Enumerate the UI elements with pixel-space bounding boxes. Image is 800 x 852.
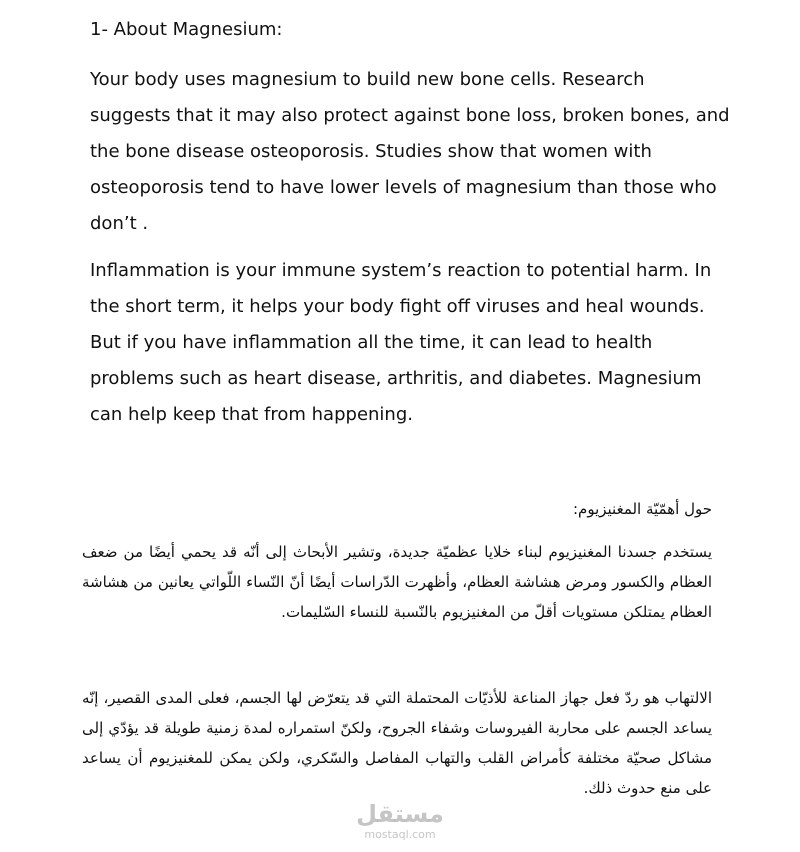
watermark-domain: mostaql.com <box>364 828 436 841</box>
mostaql-watermark <box>345 800 455 850</box>
arabic-paragraph-bone-health: يستخدم جسدنا المغنيزيوم لبناء خلايا عظميّة جديدة، وتشير الأبحاث إلى أنّه قد يحمي أيضًا من ضعف العظام والكسور ومرض هشاشة العظام، وأظهرت الدّراسات أيضًا أنّ النّساء اللّواتي يعانين من هشاشة العظام يمتلكن مستويات أقلّ من المغنيزيوم بالنّسبة للنساء السّليمات. <box>82 543 712 621</box>
arabic-section-title: حول أهمّيّة المغنيزيوم: <box>572 500 712 518</box>
arabic-paragraph-inflammation: الالتهاب هو ردّ فعل جهاز المناعة للأذيّات المحتملة التي قد يتعرّض لها الجسم، فعلى المدى القصير، إنّه يساعد الجسم على محاربة الفيروسات وشفاء الجروح، ولكنّ استمراره لمدة زمنية طويلة قد يؤدّي إلى مشاكل صحيّة مختلفة كأمراض القلب والتهاب المفاصل والسّكري، ولكن يمكن للمغنيزيوم أن يساعد على منع حدوث ذلك. <box>82 689 712 797</box>
english-section-title: 1- About Magnesium: <box>90 19 283 40</box>
watermark-logo: مستقل <box>356 800 444 828</box>
english-paragraph-bone-health: Your body uses magnesium to build new bone cells. Research suggests that it may also protect against bone loss, broken bones, and the bone disease osteoporosis. Studies show that women with osteoporosis tend to have lower levels of magnesium than those who don’t . <box>90 69 730 234</box>
english-paragraph-inflammation: Inflammation is your immune system’s reaction to potential harm. In the short term, it helps your body fight off viruses and heal wounds. But if you have inflammation all the time, it can lead to health problems such as heart disease, arthritis, and diabetes. Magnesium can help keep that from happening. <box>90 260 712 425</box>
